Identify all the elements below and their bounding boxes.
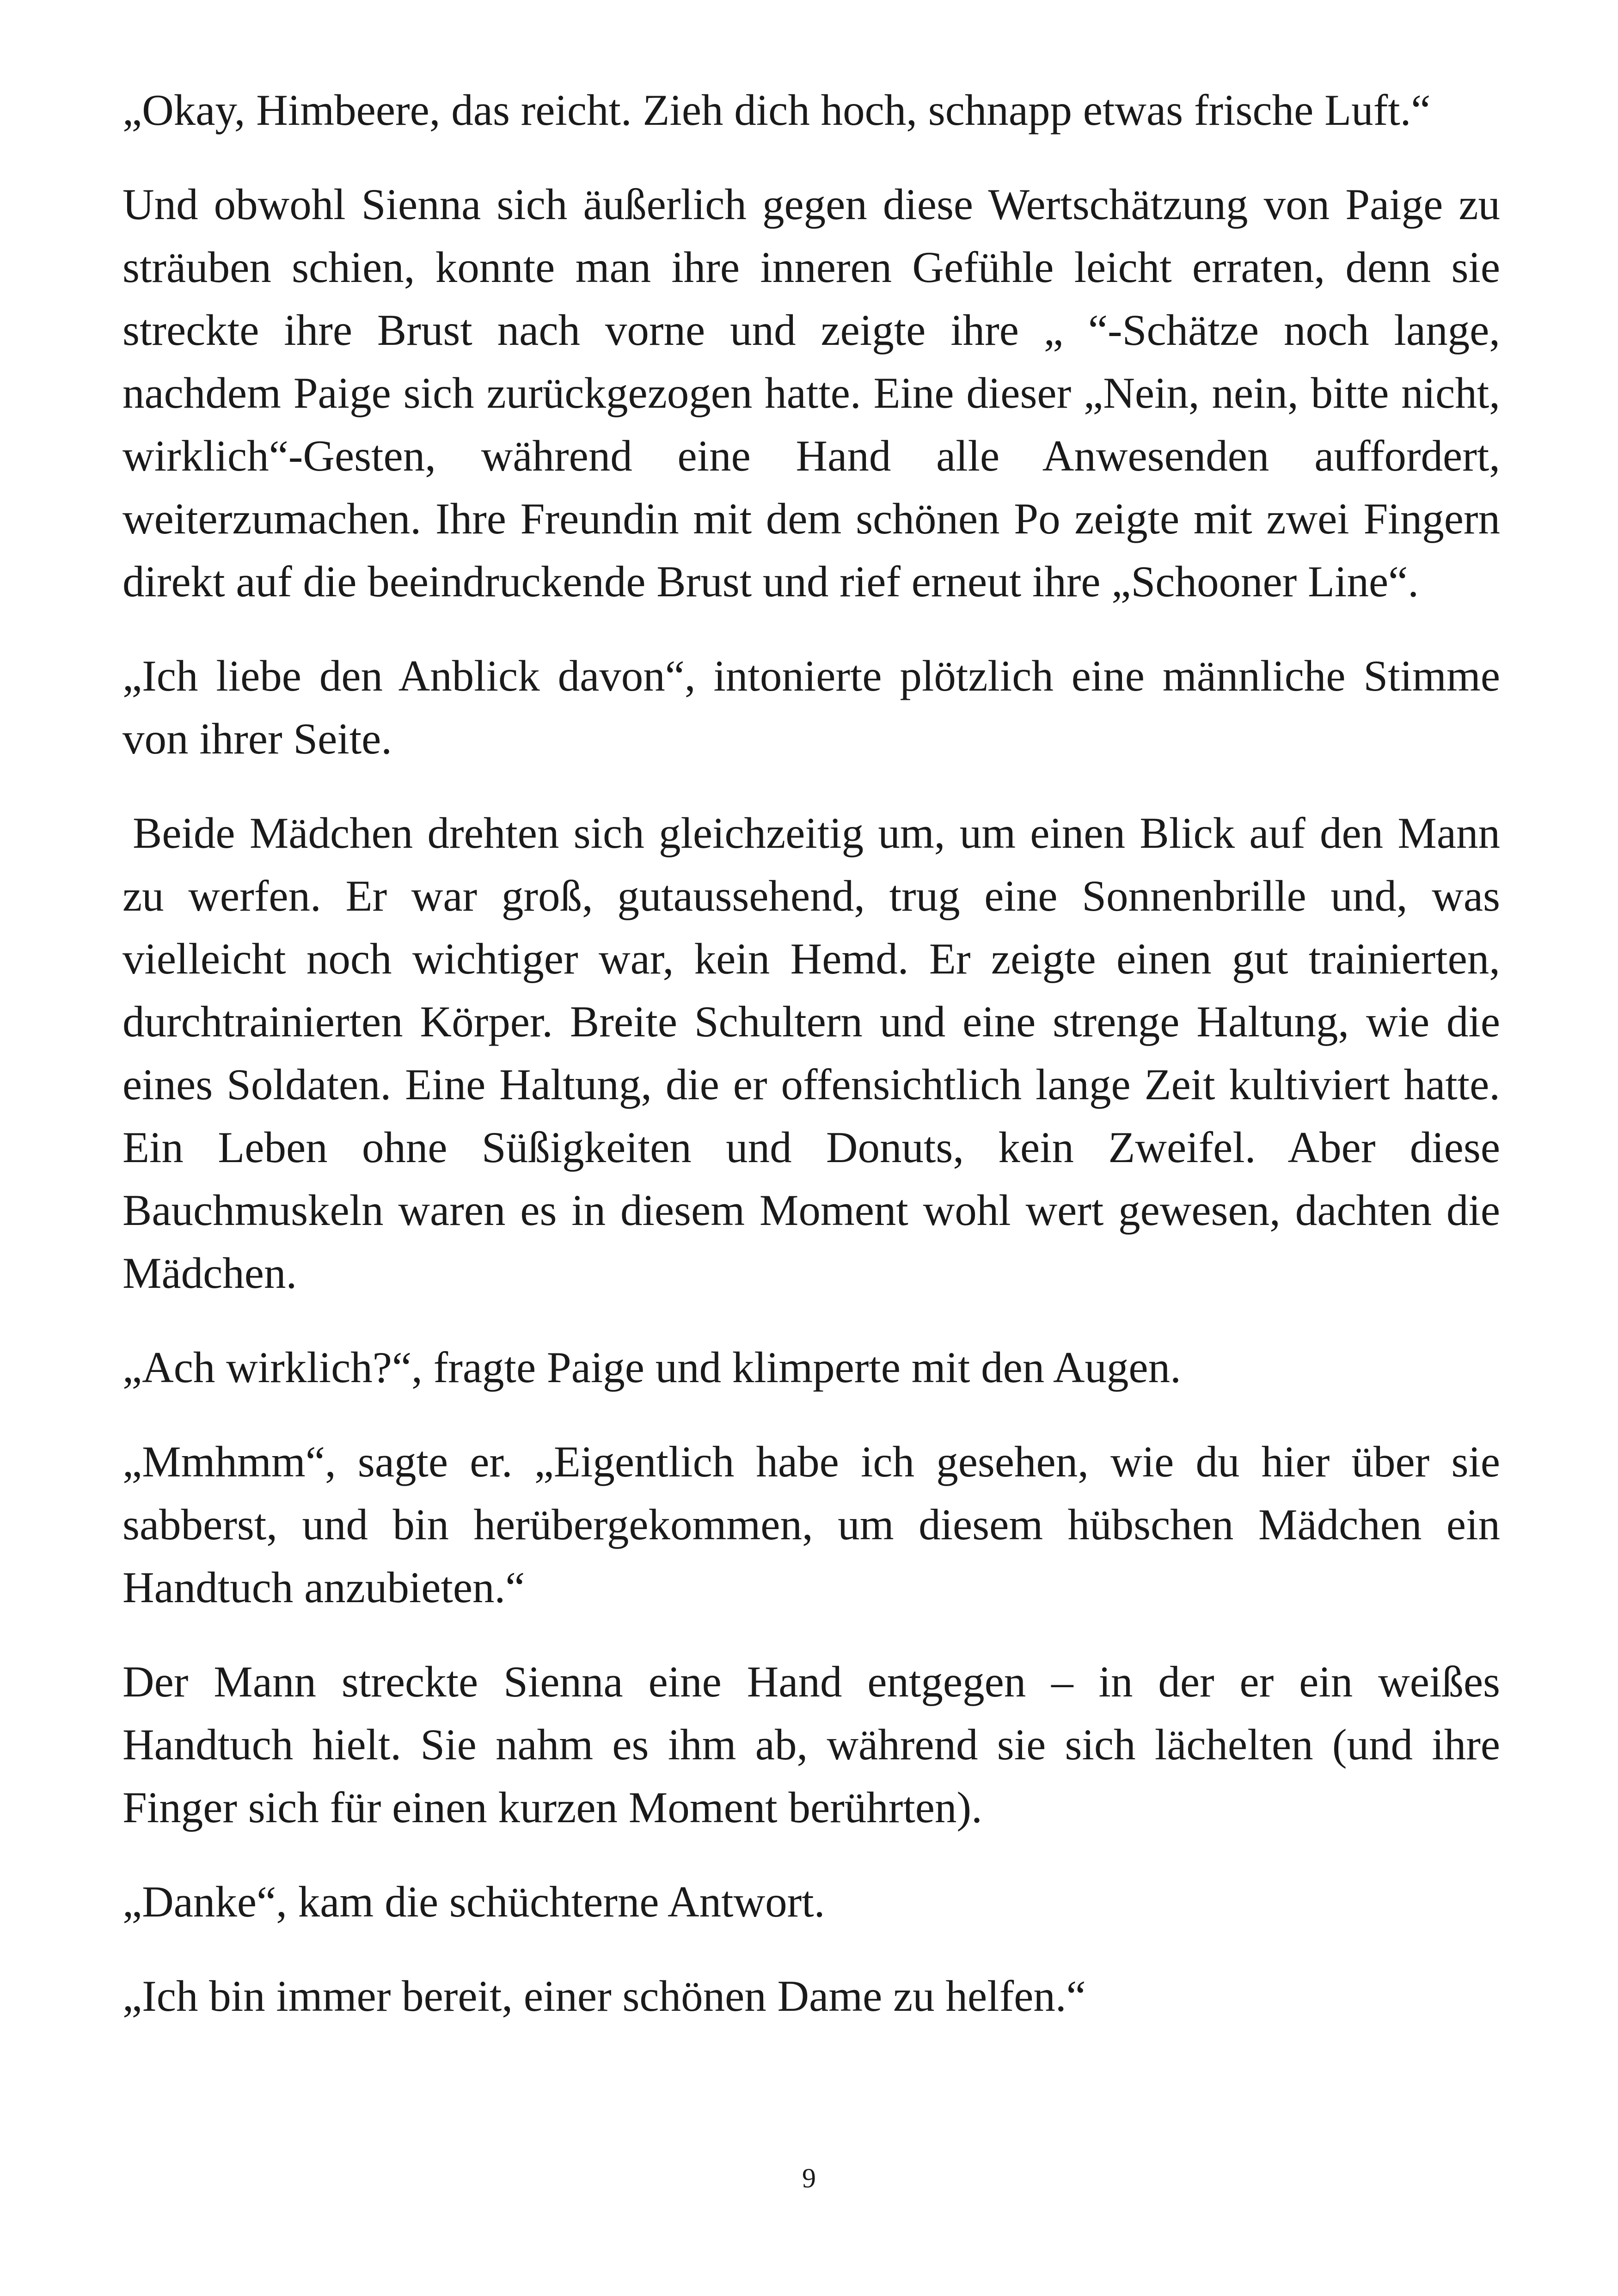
paragraph: „Okay, Himbeere, das reicht. Zieh dich hoch, schnapp etwas frische Luft.“: [123, 86, 1431, 135]
paragraph: Der Mann streckte Sienna eine Hand entgegen – in der er ein weißes Handtuch hielt. Sie nahm es ihm ab, während sie sich lächelten (und ihre Finger sich für einen kurzen Moment berührten).: [123, 1657, 1500, 1832]
paragraph: „Mmhmm“, sagte er. „Eigentlich habe ich gesehen, wie du hier über sie sabberst, und bin herübergekommen, um diesem hübschen Mädchen ein Handtuch anzubieten.“: [123, 1437, 1500, 1612]
paragraph: „Ich liebe den Anblick davon“, intonierte plötzlich eine männliche Stimme von ihrer Seite.: [123, 651, 1500, 763]
page-number: 9: [802, 2163, 816, 2193]
paragraph: Beide Mädchen drehten sich gleichzeitig um, um einen Blick auf den Mann zu werfen. Er war groß, gutaussehend, trug eine Sonnenbrille und, was vielleicht noch wichtiger war, kein Hemd. Er zeigte einen gut trainierten, durchtrainierten Körper. Breite Schultern und eine strenge Haltung, wie die eines Soldaten. Eine Haltung, die er offensichtlich lange Zeit kultiviert hatte. Ein Leben ohne Süßigkeiten und Donuts, kein Zweifel. Aber diese Bauchmuskeln waren es in diesem Moment wohl wert gewesen, dachten die Mädchen.: [123, 808, 1500, 1298]
paragraph: „Ach wirklich?“, fragte Paige und klimperte mit den Augen.: [123, 1343, 1181, 1392]
paragraph: „Ich bin immer bereit, einer schönen Dame zu helfen.“: [123, 1971, 1086, 2020]
paragraph: „Danke“, kam die schüchterne Antwort.: [123, 1877, 825, 1926]
paragraph: Und obwohl Sienna sich äußerlich gegen diese Wertschätzung von Paige zu sträuben schien, konnte man ihre inneren Gefühle leicht erraten, denn sie streckte ihre Brust nach vorne und zeigte ihre „ “-Schätze noch lange, nachdem Paige sich zurückgezogen hatte. Eine dieser „Nein, nein, bitte nicht, wirklich“-Gesten, während eine Hand alle Anwesenden auffordert, weiterzumachen. Ihre Freundin mit dem schönen Po zeigte mit zwei Fingern direkt auf die beeindruckende Brust und rief erneut ihre „Schooner Line“.: [123, 180, 1500, 606]
page-body-text: [123, 79, 1500, 2059]
